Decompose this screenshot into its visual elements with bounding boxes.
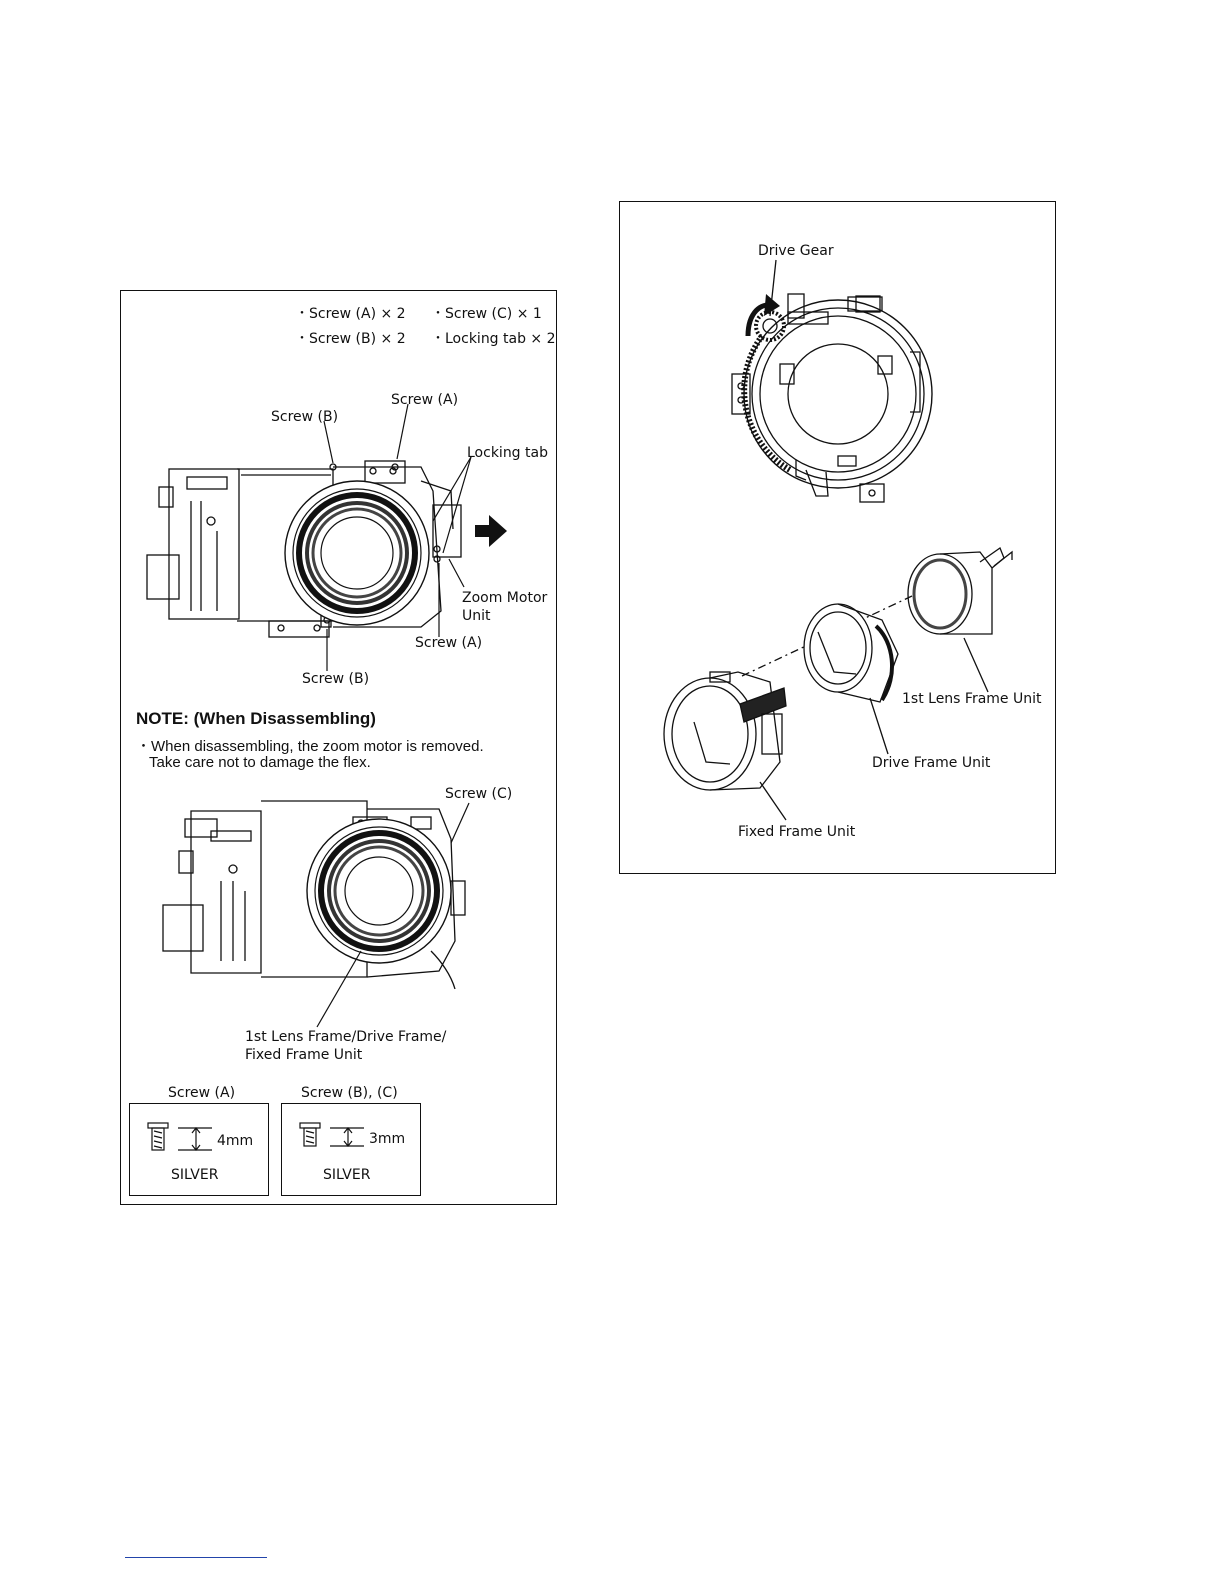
screw-a-header: Screw (A) (168, 1085, 236, 1101)
exploded-frames-illustration (620, 202, 1057, 875)
label-screw-b-top: Screw (B) (271, 409, 339, 425)
qty-locking-tab: ・Locking tab × 2 (431, 331, 556, 347)
label-locking-tab: Locking tab (467, 445, 548, 461)
note-line-1: ・When disassembling, the zoom motor is removed. (136, 738, 484, 755)
left-diagram-panel (120, 290, 557, 1205)
screw-a-color: SILVER (171, 1167, 219, 1183)
right-diagram-panel (619, 201, 1056, 874)
qty-screw-c: ・Screw (C) × 1 (431, 306, 542, 322)
note-title: NOTE: (When Disassembling) (136, 709, 376, 728)
label-screw-c: Screw (C) (445, 786, 513, 802)
lens-unit-illustration-bottom (121, 291, 558, 1206)
label-zoom-motor: Zoom Motor (462, 590, 548, 606)
note-line-2: Take care not to damage the flex. (149, 754, 371, 771)
label-drive-frame-unit: Drive Frame Unit (872, 755, 991, 771)
label-screw-a-top: Screw (A) (391, 392, 459, 408)
label-first-lens-frame-unit: 1st Lens Frame Unit (902, 691, 1042, 707)
screw-a-spec-box (129, 1103, 269, 1196)
label-drive-gear: Drive Gear (758, 243, 834, 259)
qty-screw-a: ・Screw (A) × 2 (295, 306, 406, 322)
qty-screw-b: ・Screw (B) × 2 (295, 331, 406, 347)
label-screw-a-bottom: Screw (A) (415, 635, 483, 651)
label-fixed-frame-unit: Fixed Frame Unit (738, 824, 856, 840)
screw-a-length: 4mm (217, 1133, 254, 1149)
screw-bc-header: Screw (B), (C) (301, 1085, 398, 1101)
label-screw-b-bottom: Screw (B) (302, 671, 370, 687)
screw-bc-spec-box (281, 1103, 421, 1196)
screw-bc-length: 3mm (369, 1131, 406, 1147)
screw-bc-color: SILVER (323, 1167, 371, 1183)
footer-link-underline (125, 1557, 267, 1558)
label-lens-unit-1: 1st Lens Frame/Drive Frame/ (245, 1029, 447, 1045)
label-zoom-motor-unit: Unit (462, 608, 491, 624)
label-lens-unit-2: Fixed Frame Unit (245, 1047, 363, 1063)
